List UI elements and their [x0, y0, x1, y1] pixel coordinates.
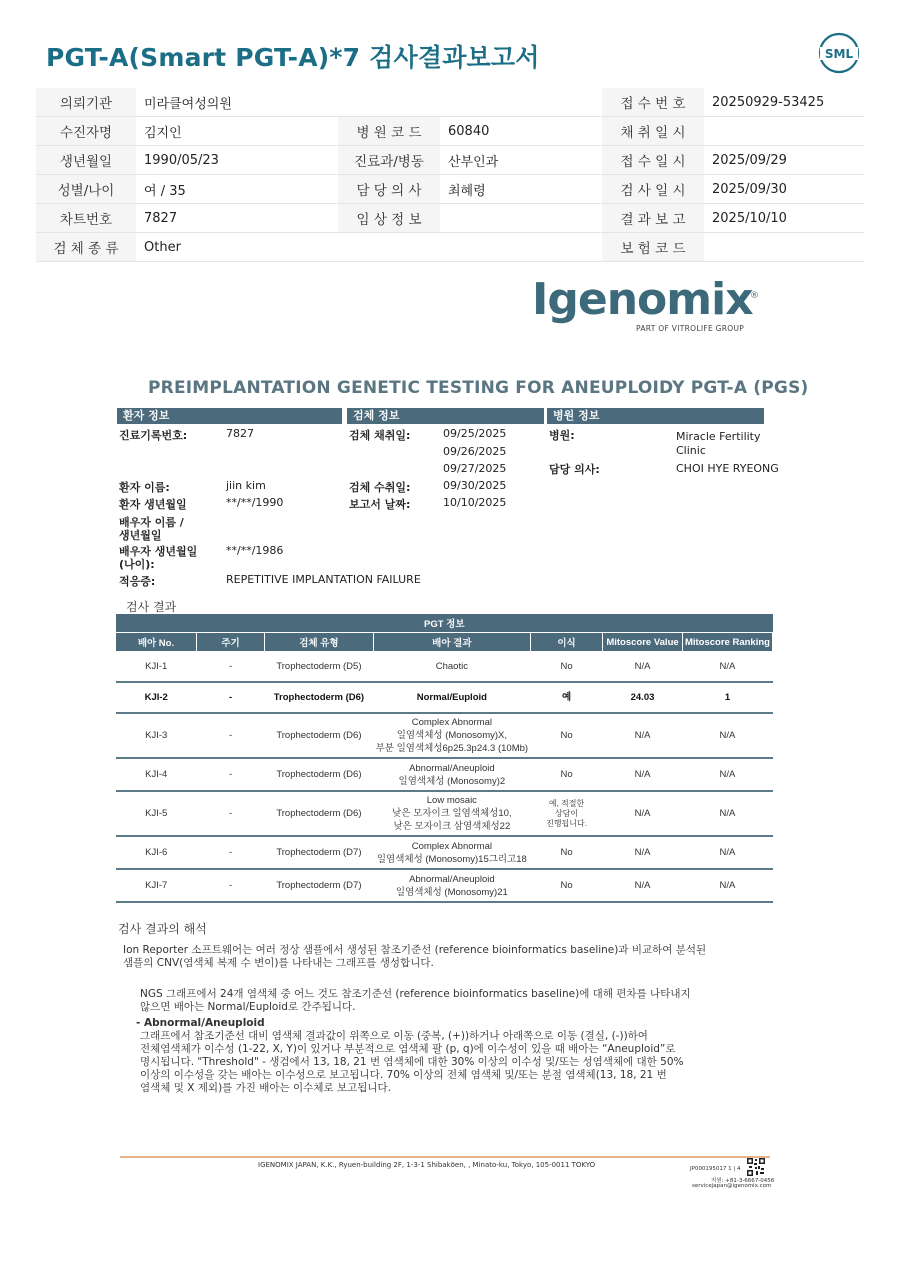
- cell-rank: 1: [682, 682, 772, 713]
- cell-rank: N/A: [682, 836, 772, 869]
- info-value: [440, 204, 602, 233]
- p3-line: 그래프에서 참조기준선 대비 염색체 결과값이 위쪽으로 이동 (중복, (+))하거나 아래쪽으로 이동 (결실, (-))하여: [140, 1030, 648, 1042]
- cell-value: N/A: [603, 651, 683, 682]
- cell-result: [373, 791, 530, 836]
- info-label: 접 수 번 호: [602, 88, 704, 117]
- table-row: [116, 682, 773, 713]
- info-label: 생년월일: [36, 146, 136, 175]
- results-table: [116, 614, 773, 903]
- receive-date-value: 09/30/2025: [443, 479, 507, 492]
- footer-email: servicejapan@igenomix.com: [692, 1183, 772, 1189]
- partner-dob-value: **/**/1986: [226, 544, 284, 557]
- cell-no: KJI-1: [116, 651, 196, 682]
- collect-date-1: 09/25/2025: [443, 427, 507, 440]
- results-column-header: Mitoscore Ranking: [682, 633, 772, 652]
- info-label: [338, 88, 440, 117]
- cell-value: N/A: [603, 836, 683, 869]
- cell-type: Trophectoderm (D7): [265, 869, 374, 902]
- info-label: 의뢰기관: [36, 88, 136, 117]
- info-value: [440, 233, 602, 262]
- cell-rank: N/A: [682, 651, 772, 682]
- p1-line: Ion Reporter 소프트웨어는 여러 정상 샘플에서 생성된 참조기준선 (reference bioinformatics baseline)과 비교하여 분석된: [123, 944, 707, 956]
- indication-value: REPETITIVE IMPLANTATION FAILURE: [226, 573, 421, 586]
- transfer-line: 진행됩니다.: [546, 818, 587, 828]
- cell-result: [373, 869, 530, 902]
- table-row: [116, 758, 773, 791]
- sml-logo-text: SML: [824, 47, 854, 61]
- cell-result: [373, 682, 530, 713]
- info-label: [338, 233, 440, 262]
- info-label: 담 당 의 사: [338, 175, 440, 204]
- transfer-line: No: [560, 880, 573, 891]
- collect-date-label: 검체 채취일:: [349, 429, 411, 442]
- p1-line: 샘플의 CNV(염색체 복제 수 변이)를 나타내는 그래프를 생성합니다.: [123, 957, 434, 969]
- interpretation-paragraph-2: [140, 988, 691, 1014]
- cell-result: [373, 651, 530, 682]
- table-row: [116, 651, 773, 682]
- section-hospital-info: 병원 정보: [547, 408, 764, 424]
- result-line: Complex Abnormal: [411, 717, 492, 728]
- interpretation-paragraph-3: [140, 1030, 683, 1095]
- indication-label: 적응증:: [119, 575, 156, 588]
- cell-transfer: [531, 758, 603, 791]
- record-no-label: 진료기록번호:: [119, 429, 188, 442]
- results-heading: 검사 결과: [126, 600, 177, 614]
- hospital-label: 병원:: [549, 429, 575, 442]
- cell-value: N/A: [603, 869, 683, 902]
- footer-address: IGENOMIX JAPAN, K.K., Ryuen-building 2F, 1-3-1 Shibakōen, , Minato-ku, Tokyo, 105-0011 TOKYO: [258, 1161, 596, 1169]
- report-date-label: 보고서 날짜:: [349, 498, 411, 511]
- request-info-table: [36, 88, 864, 262]
- transfer-line: 상담이: [554, 808, 579, 818]
- info-label: 검 사 일 시: [602, 175, 704, 204]
- cell-value: N/A: [603, 758, 683, 791]
- info-value: 최혜령: [440, 175, 602, 204]
- registered-mark: ®: [750, 291, 759, 301]
- results-column-header: Mitoscore Value: [603, 633, 683, 652]
- footer-doc-code: JP000195017 1 | 4: [690, 1166, 741, 1172]
- cell-transfer: [531, 682, 603, 713]
- cell-result: [373, 836, 530, 869]
- result-line: Abnormal/Aneuploid: [409, 762, 495, 774]
- cell-cycle: -: [196, 791, 264, 836]
- info-row: [36, 233, 864, 262]
- info-label: 결 과 보 고: [602, 204, 704, 233]
- cell-no: KJI-2: [116, 682, 196, 713]
- info-label: 성별/나이: [36, 175, 136, 204]
- p3-line: 명시됩니다. "Threshold" - 생검에서 13, 18, 21 번 염색체에 대한 30% 이상의 이수성 및/또는 성염색체에 대한 50%: [140, 1056, 684, 1068]
- patient-name-value: jiin kim: [226, 479, 266, 492]
- collect-date-2: 09/26/2025: [443, 445, 507, 458]
- cell-type: Trophectoderm (D6): [265, 682, 374, 713]
- cell-no: KJI-4: [116, 758, 196, 791]
- cell-result: [373, 758, 530, 791]
- cell-no: KJI-3: [116, 713, 196, 758]
- cell-type: Trophectoderm (D5): [265, 651, 374, 682]
- info-label: 병 원 코 드: [338, 117, 440, 146]
- results-column-header: 배아 No.: [116, 633, 196, 652]
- doctor-value: CHOI HYE RYEONG: [676, 462, 779, 475]
- cell-rank: N/A: [682, 758, 772, 791]
- doctor-label: 담당 의사:: [549, 463, 600, 476]
- info-value: 2025/10/10: [704, 204, 864, 233]
- info-value: 미라클여성의원: [136, 88, 338, 117]
- result-line: 낮은 모자이크 삼염색체성22: [393, 821, 511, 832]
- pgt-info-header: PGT 정보: [116, 614, 773, 633]
- patient-name-label: 환자 이름:: [119, 481, 170, 494]
- cell-value: N/A: [603, 713, 683, 758]
- info-label: 수진자명: [36, 117, 136, 146]
- info-value: 산부인과: [440, 146, 602, 175]
- p3-line: 전체염색체가 이수성 (1-22, X, Y)이 있거나 부분적으로 염색체 팔 (p, q)에 이수성이 있을 때 배아는 “Aneuploid”로: [140, 1043, 676, 1055]
- receive-date-label: 검체 수취일:: [349, 481, 411, 494]
- info-value: 20250929-53425: [704, 88, 864, 117]
- table-row: [116, 869, 773, 902]
- cell-rank: N/A: [682, 713, 772, 758]
- record-no-value: 7827: [226, 427, 254, 440]
- cell-no: KJI-5: [116, 791, 196, 836]
- cell-cycle: -: [196, 713, 264, 758]
- transfer-line: No: [560, 730, 573, 741]
- info-label: 보 험 코 드: [602, 233, 704, 262]
- result-line: Chaotic: [435, 660, 468, 672]
- partner-dob-label-line1: 배우자 생년월일: [119, 545, 198, 558]
- transfer-line: No: [560, 847, 573, 858]
- cell-transfer: [531, 869, 603, 902]
- table-row: [116, 791, 773, 836]
- info-row: [36, 117, 864, 146]
- p3-line: 이상의 이수성을 갖는 배아는 이수성으로 보고됩니다. 70% 이상의 전체 염색체 및/또는 분절 염색체(13, 18, 21 번: [140, 1069, 667, 1081]
- transfer-line: 예: [561, 692, 572, 703]
- cell-transfer: [531, 836, 603, 869]
- section-patient-info: 환자 정보: [117, 408, 342, 424]
- info-value: 2025/09/29: [704, 146, 864, 175]
- results-column-header: 배아 결과: [373, 633, 530, 652]
- result-line: 일염색체성 (Monosomy)2: [398, 775, 506, 787]
- patient-dob-value: **/**/1990: [226, 496, 284, 509]
- sml-logo: [818, 32, 860, 74]
- info-row: [36, 88, 864, 117]
- igenomix-logo: Igenomix: [532, 274, 753, 325]
- result-line: Abnormal/Aneuploid: [409, 873, 495, 885]
- cell-type: Trophectoderm (D7): [265, 836, 374, 869]
- info-label: 진료과/병동: [338, 146, 440, 175]
- cell-type: Trophectoderm (D6): [265, 758, 374, 791]
- interpretation-heading: 검사 결과의 해석: [118, 922, 207, 936]
- partner-label-line2: 생년월일: [119, 529, 162, 542]
- cell-cycle: -: [196, 836, 264, 869]
- section-sample-info: 검체 정보: [347, 408, 544, 424]
- cell-value: N/A: [603, 791, 683, 836]
- p2-line: NGS 그래프에서 24개 염색체 중 어느 것도 참조기준선 (reference bioinformatics baseline)에 대해 편차를 나타내지: [140, 988, 691, 1000]
- partner-dob-label-line2: (나이):: [119, 558, 155, 571]
- result-line: 일염색체성 (Monosomy)15그리고18: [376, 853, 527, 865]
- info-value: 1990/05/23: [136, 146, 338, 175]
- table-row: [116, 713, 773, 758]
- info-label: 채 취 일 시: [602, 117, 704, 146]
- result-line: 일염색체성 (Monosomy)21: [395, 886, 508, 898]
- result-line: 부분 일염색체성6p25.3p24.3 (10Mb): [375, 743, 529, 754]
- info-value: 여 / 35: [136, 175, 338, 204]
- info-label: 접 수 일 시: [602, 146, 704, 175]
- cell-rank: N/A: [682, 791, 772, 836]
- result-line: 낮은 모자이크 일염색체성10,: [392, 808, 512, 819]
- results-column-header: 주기: [196, 633, 264, 652]
- info-value: [704, 233, 864, 262]
- qr-code-icon: [747, 1158, 765, 1176]
- cell-result: [373, 713, 530, 758]
- page-title: PGT-A(Smart PGT-A)*7 검사결과보고서: [46, 43, 540, 72]
- info-label: 검 체 종 류: [36, 233, 136, 262]
- cell-rank: N/A: [682, 869, 772, 902]
- aneuploid-subheading: - Abnormal/Aneuploid: [136, 1017, 265, 1029]
- transfer-line: No: [560, 660, 573, 672]
- info-value: [704, 117, 864, 146]
- transfer-line: 예, 적절한: [548, 798, 585, 808]
- transfer-line: No: [560, 769, 573, 780]
- cell-type: Trophectoderm (D6): [265, 713, 374, 758]
- cell-cycle: -: [196, 651, 264, 682]
- cell-value: 24.03: [603, 682, 683, 713]
- cell-no: KJI-6: [116, 836, 196, 869]
- info-label: 차트번호: [36, 204, 136, 233]
- table-row: [116, 836, 773, 869]
- info-value: 60840: [440, 117, 602, 146]
- report-title: PREIMPLANTATION GENETIC TESTING FOR ANEUPLOIDY PGT-A (PGS): [148, 378, 809, 398]
- result-line: 일염색체성 (Monosomy)X,: [396, 730, 507, 741]
- info-value: 2025/09/30: [704, 175, 864, 204]
- cell-transfer: [531, 791, 603, 836]
- partner-label-line1: 배우자 이름 /: [119, 516, 184, 529]
- cell-cycle: -: [196, 682, 264, 713]
- info-row: [36, 146, 864, 175]
- p3-line: 염색체 및 X 제외)를 가진 배아는 이수체로 보고됩니다.: [140, 1082, 391, 1094]
- hospital-name-line2: Clinic: [676, 444, 706, 457]
- info-row: [36, 204, 864, 233]
- result-line: Complex Abnormal: [411, 840, 492, 852]
- footer-divider: [120, 1156, 770, 1158]
- footer-phone: 지원: +81-3-6667-0456: [711, 1178, 775, 1184]
- cell-no: KJI-7: [116, 869, 196, 902]
- cell-transfer: [531, 713, 603, 758]
- result-line: Low mosaic: [426, 795, 477, 806]
- results-column-header: 검체 유형: [265, 633, 374, 652]
- interpretation-paragraph-1: [123, 944, 706, 970]
- cell-type: Trophectoderm (D6): [265, 791, 374, 836]
- patient-dob-label: 환자 생년월일: [119, 498, 187, 511]
- results-column-header: 이식: [531, 633, 603, 652]
- collect-date-3: 09/27/2025: [443, 462, 507, 475]
- result-line: Normal/Euploid: [416, 692, 487, 703]
- info-label: 임 상 정 보: [338, 204, 440, 233]
- cell-cycle: -: [196, 869, 264, 902]
- p2-line: 않으면 배아는 Normal/Euploid로 간주됩니다.: [140, 1001, 356, 1013]
- info-row: [36, 175, 864, 204]
- info-value: 7827: [136, 204, 338, 233]
- info-value: 김지인: [136, 117, 338, 146]
- report-date-value: 10/10/2025: [443, 496, 507, 509]
- cell-transfer: [531, 651, 603, 682]
- cell-cycle: -: [196, 758, 264, 791]
- hospital-name-line1: Miracle Fertility: [676, 430, 761, 443]
- info-value: [440, 88, 602, 117]
- igenomix-tagline: PART OF VITROLIFE GROUP: [636, 324, 745, 333]
- info-value: Other: [136, 233, 338, 262]
